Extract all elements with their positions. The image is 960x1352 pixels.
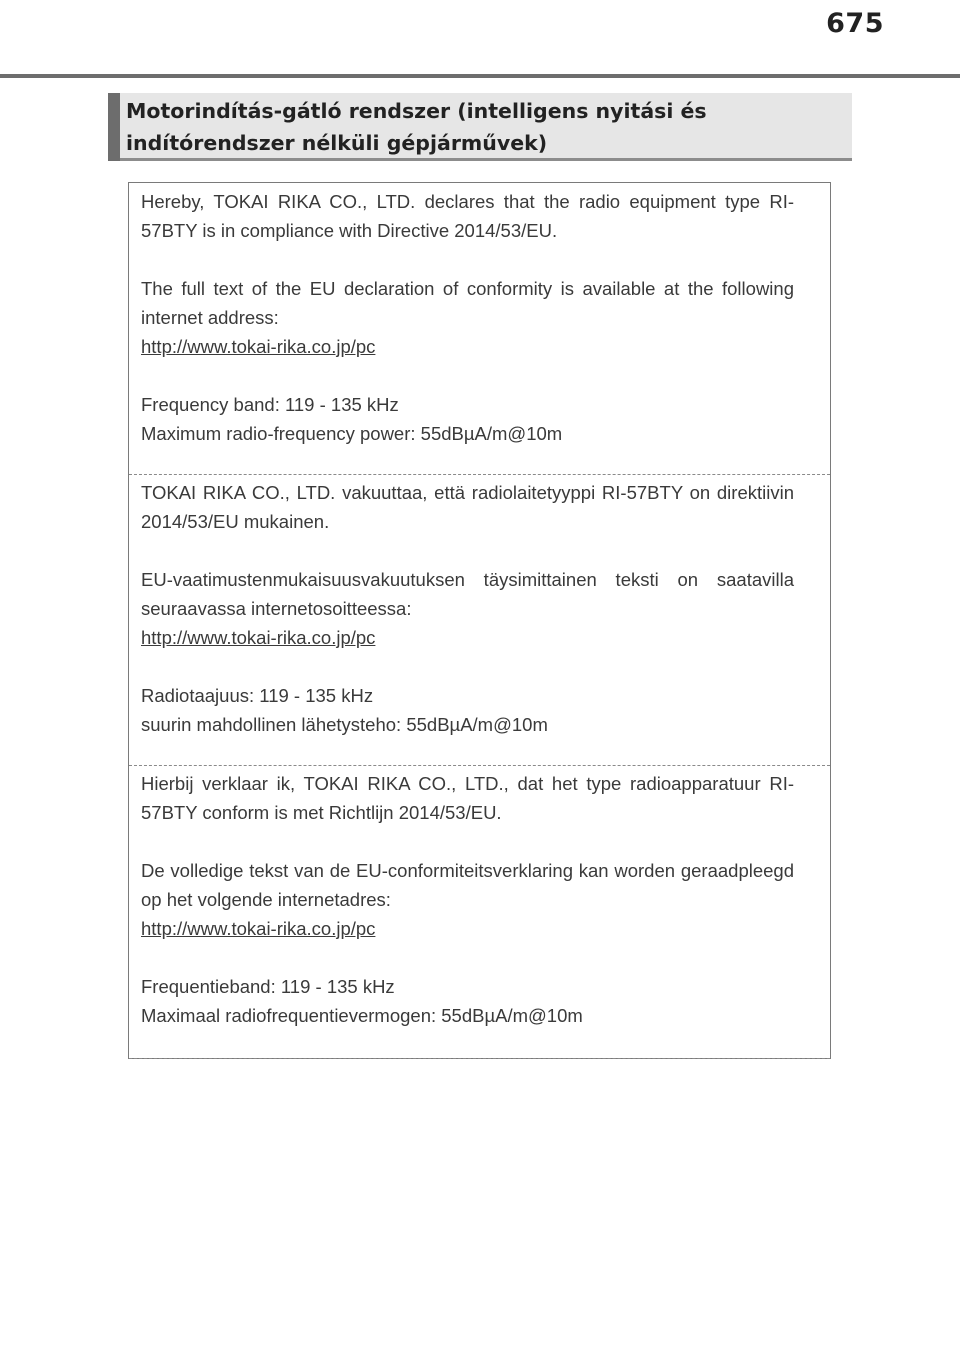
max-power: Maximaal radiofrequentievermogen: 55dBµA/m@10m [141, 1005, 583, 1026]
declaration-box [128, 182, 831, 1059]
frequency-band: Frequency band: 119 - 135 kHz [141, 394, 399, 415]
declaration-url-link[interactable]: http://www.tokai-rika.co.jp/pc [141, 336, 376, 357]
max-power: suurin mahdollinen lähetysteho: 55dBµA/m@10m [141, 714, 548, 735]
declaration-statement: Hereby, TOKAI RIKA CO., LTD. declares that the radio equipment type RI-57BTY is in compliance with Directive 2014/53/EU. [141, 191, 794, 241]
page-number: 675 [826, 8, 884, 39]
declaration-url-link[interactable]: http://www.tokai-rika.co.jp/pc [141, 627, 376, 648]
header-rule [0, 74, 960, 78]
declaration-url-link[interactable]: http://www.tokai-rika.co.jp/pc [141, 918, 376, 939]
section-heading-text: Motorindítás-gátló rendszer (intelligens nyitási és indítórendszer nélküli gépjárművek) [126, 99, 707, 155]
frequency-band: Frequentieband: 119 - 135 kHz [141, 976, 395, 997]
declaration-statement: Hierbij verklaar ik, TOKAI RIKA CO., LTD., dat het type radioapparatuur RI-57BTY conform is met Richtlijn 2014/53/EU. [141, 773, 794, 823]
declaration-availability: The full text of the EU declaration of conformity is available at the following internet address: [141, 278, 794, 328]
heading-accent-bar [108, 93, 120, 161]
max-power: Maximum radio-frequency power: 55dBµA/m@10m [141, 423, 563, 444]
section-heading [108, 93, 852, 161]
declaration-dutch [129, 765, 830, 1059]
declaration-finnish [129, 474, 830, 766]
declaration-statement: TOKAI RIKA CO., LTD. vakuuttaa, että radiolaitetyyppi RI-57BTY on direktiivin 2014/53/EU mukainen. [141, 482, 794, 532]
declaration-availability: De volledige tekst van de EU-conformiteitsverklaring kan worden geraadpleegd op het volgende internetadres: [141, 860, 794, 910]
frequency-band: Radiotaajuus: 119 - 135 kHz [141, 685, 374, 706]
declaration-english [129, 183, 830, 475]
declaration-availability: EU-vaatimustenmukaisuusvakuutuksen täysimittainen teksti on saatavilla seuraavassa internetosoitteessa: [141, 569, 794, 619]
